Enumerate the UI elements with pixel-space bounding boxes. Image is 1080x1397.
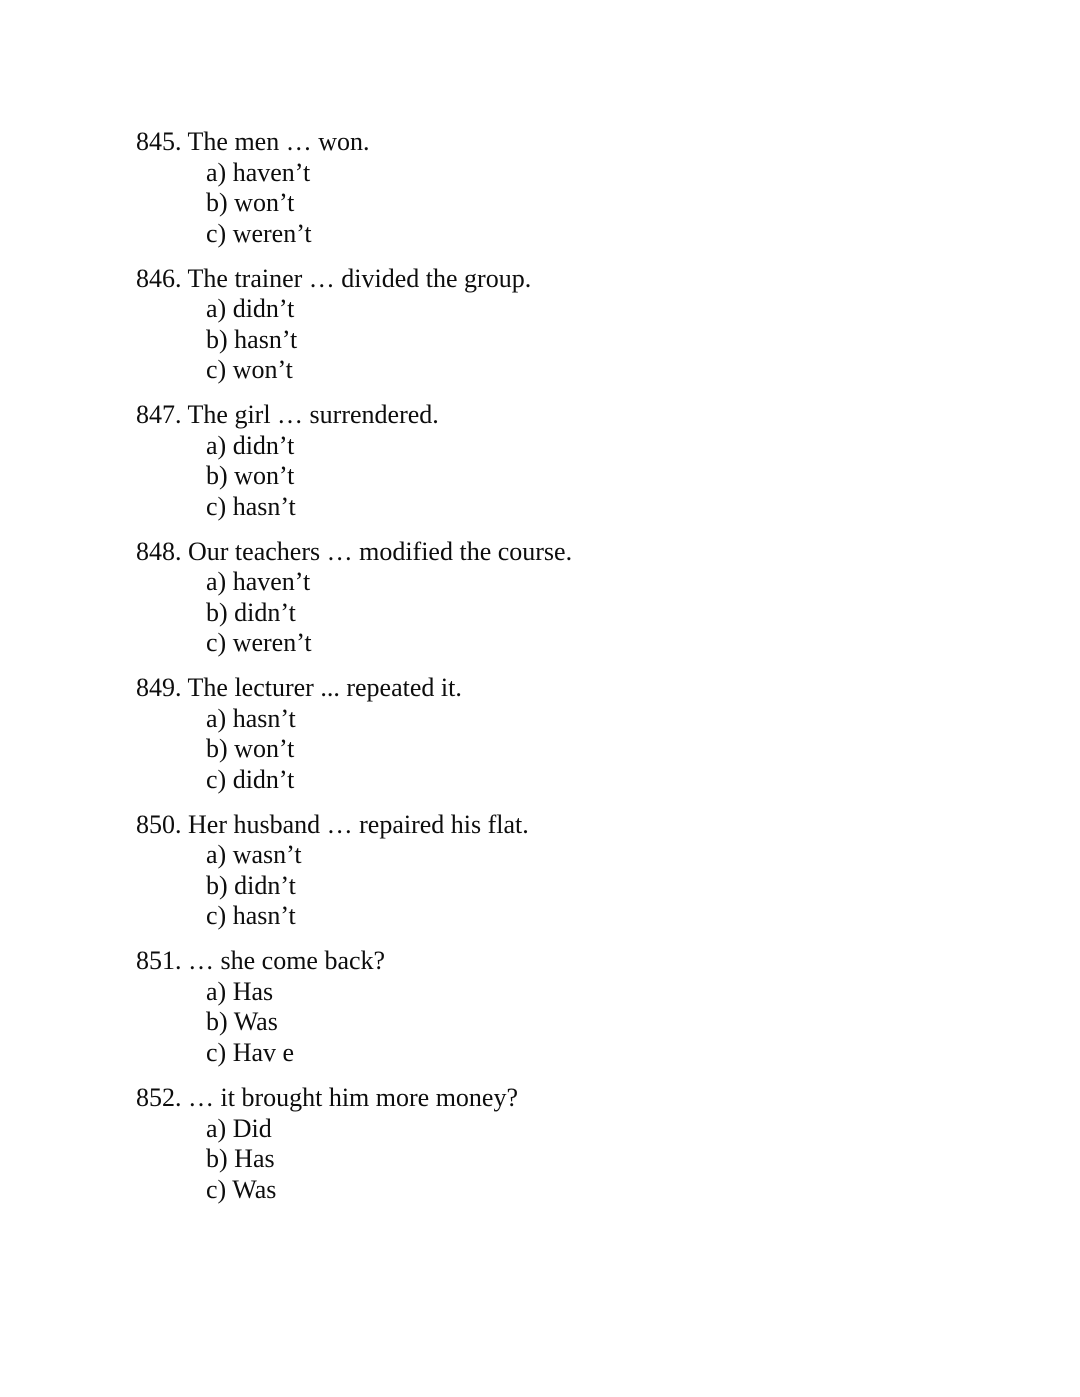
option-text: haven’t [232,157,311,187]
question-848 [136,537,936,659]
option-text: didn’t [232,430,295,460]
option-text: didn’t [232,294,295,323]
question-851 [136,946,936,1068]
option-letter: b) [206,461,228,490]
option-letter: c) [206,1037,227,1067]
option-letter: a) [206,157,227,187]
option-b[interactable] [136,734,936,765]
option-b[interactable] [136,871,936,902]
question-number: 850. [136,809,182,839]
option-text: hasn’t [232,703,296,733]
option-c[interactable] [136,901,936,932]
option-text: Has [232,976,274,1006]
question-stem [136,946,936,977]
question-847 [136,400,936,522]
option-a[interactable] [136,294,936,325]
question-845 [136,127,936,249]
options-list [136,704,936,796]
option-letter: a) [206,430,227,460]
option-text: Was [233,1007,278,1036]
options-list [136,1114,936,1206]
question-number: 848. [136,536,182,566]
question-text: The girl … surrendered. [187,400,439,429]
question-text: Our teachers … modified the course. [188,536,573,566]
options-list [136,977,936,1069]
question-stem [136,400,936,431]
option-a[interactable] [136,704,936,735]
option-text: hasn’t [232,491,296,521]
option-a[interactable] [136,1114,936,1145]
option-letter: a) [206,1113,227,1143]
option-c[interactable] [136,765,936,796]
option-b[interactable] [136,188,936,219]
option-text: Hav e [232,1037,295,1067]
option-text: won’t [232,355,293,384]
option-text: haven’t [232,567,311,596]
option-text: won’t [234,461,295,490]
option-b[interactable] [136,461,936,492]
question-number: 846. [136,263,182,293]
question-stem [136,810,936,841]
option-letter: c) [206,355,227,384]
option-b[interactable] [136,325,936,356]
option-text: didn’t [234,870,296,900]
option-letter: c) [206,628,227,657]
question-stem [136,673,936,704]
option-b[interactable] [136,598,936,629]
option-letter: a) [206,840,227,869]
question-846 [136,264,936,386]
question-number: 849. [136,673,182,702]
option-text: Did [232,1113,272,1143]
option-letter: a) [206,294,227,323]
option-text: Has [234,1144,275,1173]
option-letter: b) [206,324,228,354]
option-a[interactable] [136,158,936,189]
question-849 [136,673,936,795]
option-text: weren’t [232,218,312,248]
option-letter: a) [206,703,227,733]
question-number: 845. [136,127,182,156]
question-stem [136,537,936,568]
options-list [136,840,936,932]
option-c[interactable] [136,1175,936,1206]
option-text: didn’t [234,597,296,627]
option-text: weren’t [232,628,312,657]
option-c[interactable] [136,219,936,250]
question-number: 851. [136,946,182,975]
option-c[interactable] [136,1038,936,1069]
option-a[interactable] [136,977,936,1008]
option-b[interactable] [136,1007,936,1038]
question-stem [136,264,936,295]
option-a[interactable] [136,567,936,598]
question-stem [136,1083,936,1114]
option-letter: a) [206,567,227,596]
option-text: wasn’t [232,840,302,869]
option-text: won’t [234,734,295,763]
option-c[interactable] [136,355,936,386]
question-text: The lecturer ... repeated it. [187,673,462,702]
option-letter: c) [206,218,227,248]
question-text: … she come back? [188,946,386,975]
question-stem [136,127,936,158]
option-a[interactable] [136,840,936,871]
question-number: 852. [136,1083,182,1112]
option-text: won’t [234,188,295,217]
options-list [136,567,936,659]
option-a[interactable] [136,431,936,462]
option-letter: a) [206,976,227,1006]
option-b[interactable] [136,1144,936,1175]
question-text: Her husband … repaired his flat. [188,809,529,839]
option-letter: c) [206,764,227,794]
options-list [136,431,936,523]
options-list [136,294,936,386]
option-letter: c) [206,901,227,930]
option-letter: c) [206,491,227,521]
option-letter: b) [206,188,228,217]
option-c[interactable] [136,628,936,659]
question-text: … it brought him more money? [188,1083,519,1112]
option-text: Was [232,1174,277,1204]
question-text: The men … won. [187,127,370,156]
option-letter: b) [206,1144,228,1173]
option-letter: b) [206,870,228,900]
option-text: hasn’t [234,324,298,354]
option-letter: c) [206,1174,227,1204]
question-850 [136,810,936,932]
question-text: The trainer … divided the group. [187,263,532,293]
option-c[interactable] [136,492,936,523]
question-number: 847. [136,400,182,429]
option-letter: b) [206,734,228,763]
question-852 [136,1083,936,1205]
option-text: didn’t [232,764,295,794]
option-letter: b) [206,1007,228,1036]
option-letter: b) [206,597,228,627]
option-text: hasn’t [232,901,296,930]
options-list [136,158,936,250]
